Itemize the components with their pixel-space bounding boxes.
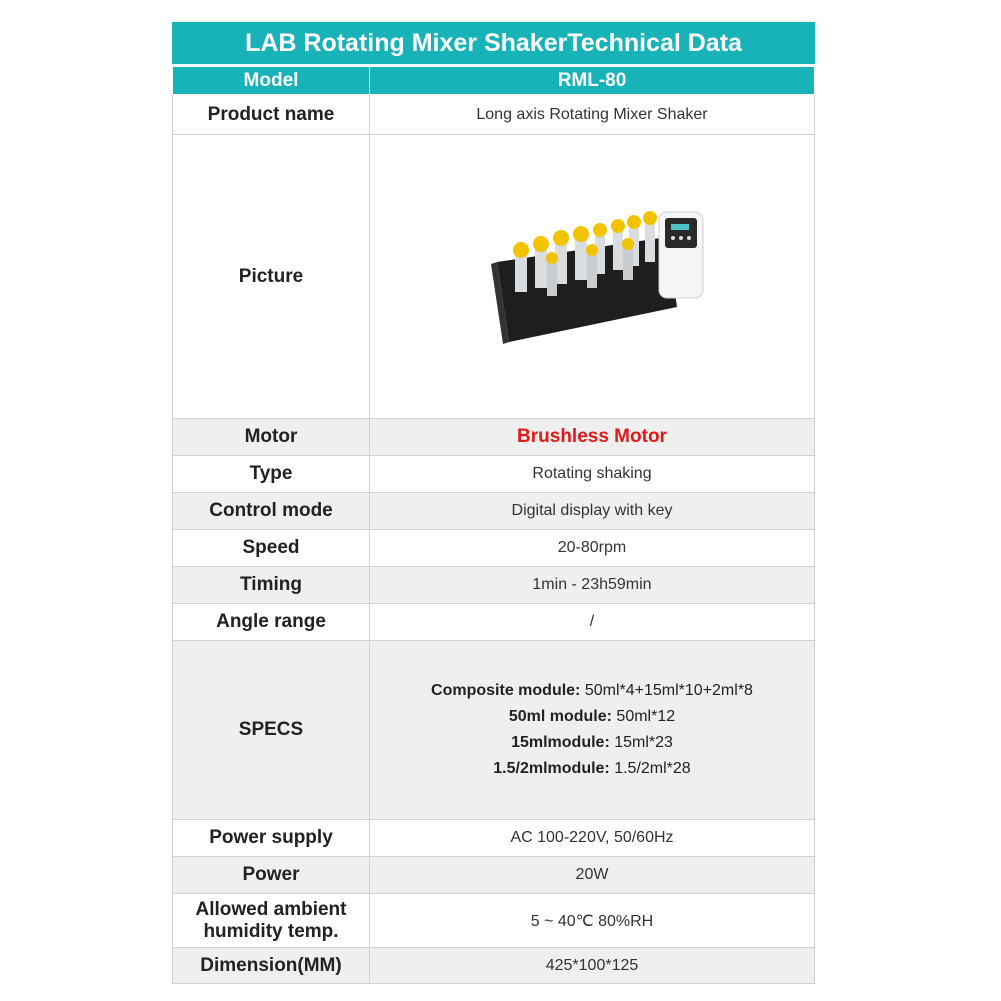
speed-label: Speed (173, 530, 370, 567)
spec-table (172, 66, 815, 984)
row-angle-range (173, 604, 815, 641)
row-picture (173, 135, 815, 419)
control-unit (659, 212, 703, 298)
humidity-value: 5 ~ 40℃ 80%RH (370, 894, 815, 948)
spec-name: Composite module: (431, 682, 581, 699)
power-supply-label: Power supply (173, 820, 370, 857)
control-mode-value: Digital display with key (370, 493, 815, 530)
row-humidity (173, 894, 815, 948)
row-dimension (173, 948, 815, 984)
header-label: Model (173, 67, 370, 95)
timing-label: Timing (173, 567, 370, 604)
spec-value: 15ml*23 (609, 734, 673, 751)
specs-label: SPECS (173, 641, 370, 820)
spec-name: 15mlmodule: (511, 734, 610, 751)
spec-name: 50ml module: (508, 708, 612, 725)
header-value: RML-80 (370, 67, 815, 95)
row-specs (173, 641, 815, 820)
spec-line-composite (370, 678, 814, 704)
type-value: Rotating shaking (370, 456, 815, 493)
rotating-mixer-product-photo (477, 202, 707, 352)
spec-line-15ml (370, 730, 814, 756)
spec-line-2ml (370, 756, 814, 782)
type-label: Type (173, 456, 370, 493)
product-name-value: Long axis Rotating Mixer Shaker (370, 95, 815, 135)
dimension-value: 425*100*125 (370, 948, 815, 984)
power-label: Power (173, 857, 370, 894)
humidity-label-line2: humidity temp. (203, 920, 339, 942)
humidity-label-line1: Allowed ambient (195, 898, 347, 920)
spec-line-50ml (370, 704, 814, 730)
header-row (173, 67, 815, 95)
angle-range-label: Angle range (173, 604, 370, 641)
motor-label: Motor (173, 419, 370, 456)
speed-value: 20-80rpm (370, 530, 815, 567)
dimension-label: Dimension(MM) (173, 948, 370, 984)
sheet-title: LAB Rotating Mixer ShakerTechnical Data (172, 22, 815, 66)
control-mode-label: Control mode (173, 493, 370, 530)
row-speed (173, 530, 815, 567)
power-supply-value: AC 100-220V, 50/60Hz (370, 820, 815, 857)
product-name-label: Product name (173, 95, 370, 135)
spec-value: 1.5/2ml*28 (609, 760, 691, 777)
picture-cell (370, 135, 815, 419)
row-timing (173, 567, 815, 604)
specs-value (370, 641, 815, 820)
motor-value (370, 419, 815, 456)
picture-label: Picture (173, 135, 370, 419)
power-value: 20W (370, 857, 815, 894)
spec-sheet (172, 22, 815, 984)
spec-value: 50ml*4+15ml*10+2ml*8 (580, 682, 753, 699)
row-power (173, 857, 815, 894)
humidity-label (173, 894, 370, 948)
row-motor (173, 419, 815, 456)
row-power-supply (173, 820, 815, 857)
motor-value-text: Brushless Motor (517, 426, 667, 447)
row-control-mode (173, 493, 815, 530)
spec-value: 50ml*12 (611, 708, 676, 725)
timing-value: 1min - 23h59min (370, 567, 815, 604)
row-product-name (173, 95, 815, 135)
row-type (173, 456, 815, 493)
spec-name: 1.5/2mlmodule: (493, 760, 610, 777)
angle-range-value: / (370, 604, 815, 641)
